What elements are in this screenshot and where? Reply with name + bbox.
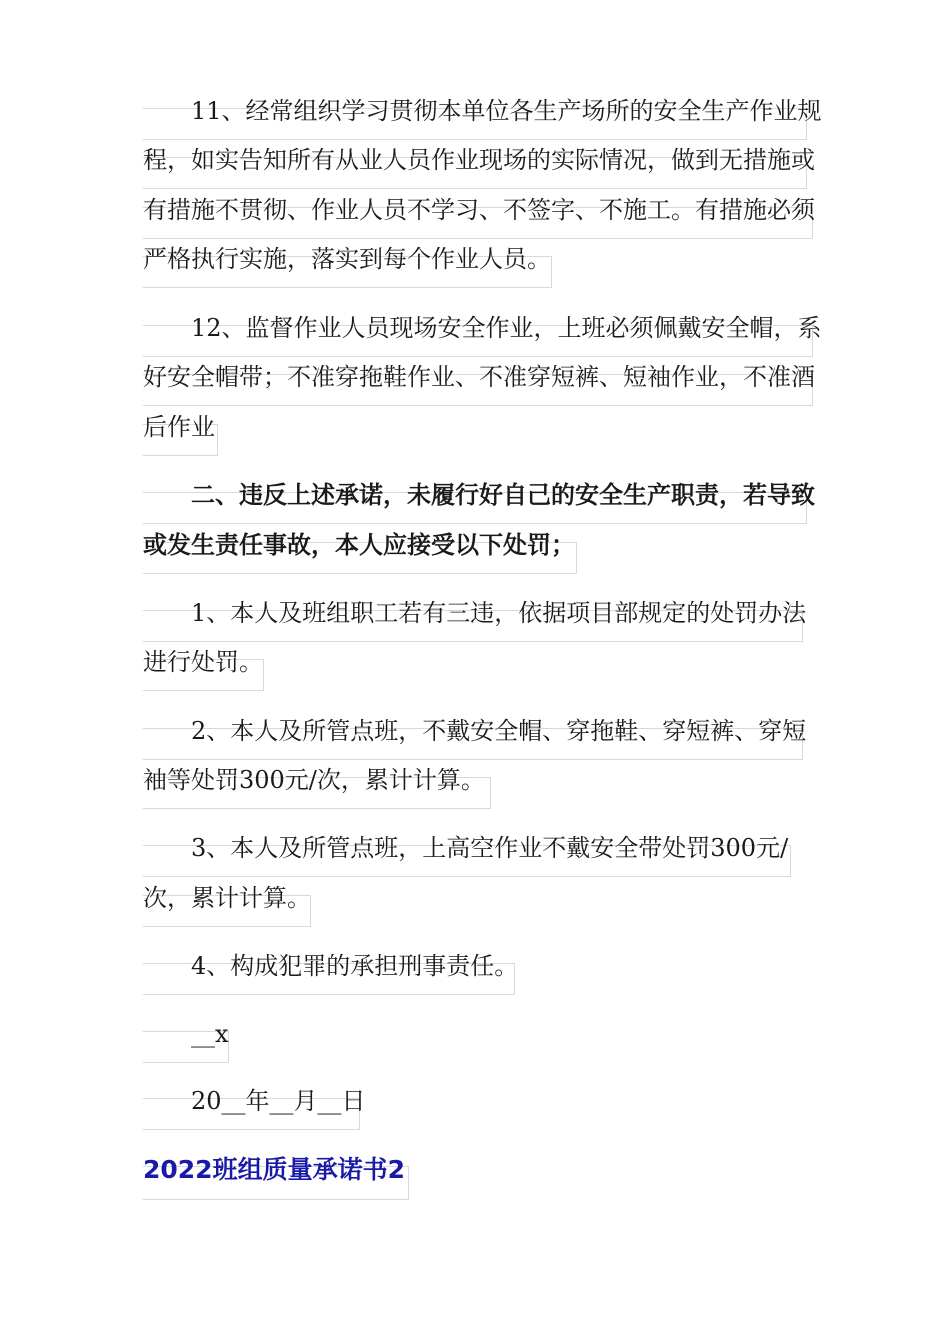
next-section-heading: 2022班组质量承诺书2 xyxy=(143,1166,409,1200)
penalty-item-3-line-2: 次，累计计算。 xyxy=(143,895,311,927)
paragraph-12-line-3: 后作业 xyxy=(143,424,218,456)
paragraph-12-line-2: 好安全帽带；不准穿拖鞋作业、不准穿短裤、短袖作业，不准酒 xyxy=(143,374,813,406)
paragraph-11-line-2: 程，如实告知所有从业人员作业现场的实际情况，做到无措施或 xyxy=(143,157,807,189)
date-line: 20__年__月__日 xyxy=(143,1098,360,1130)
penalty-item-1-line-1: 1、本人及班组职工若有三违，依据项目部规定的处罚办法 xyxy=(143,610,803,642)
paragraph-11-line-4: 严格执行实施，落实到每个作业人员。 xyxy=(143,256,552,288)
penalty-item-4-line-1: 4、构成犯罪的承担刑事责任。 xyxy=(143,963,515,995)
penalty-item-3-line-1: 3、本人及所管点班，上高空作业不戴安全带处罚300元/ xyxy=(143,845,791,877)
signature-line: __x xyxy=(143,1031,229,1063)
paragraph-12-line-1: 12、监督作业人员现场安全作业，上班必须佩戴安全帽，系 xyxy=(143,325,813,357)
paragraph-11-line-1: 11、经常组织学习贯彻本单位各生产场所的安全生产作业规 xyxy=(143,108,807,140)
penalty-item-1-line-2: 进行处罚。 xyxy=(143,659,264,691)
paragraph-11-line-3: 有措施不贯彻、作业人员不学习、不签字、不施工。有措施必须 xyxy=(143,207,813,239)
section-2-line-1: 二、违反上述承诺，未履行好自己的安全生产职责，若导致 xyxy=(143,492,807,524)
section-2-line-2: 或发生责任事故，本人应接受以下处罚； xyxy=(143,542,577,574)
penalty-item-2-line-2: 袖等处罚300元/次，累计计算。 xyxy=(143,777,491,809)
penalty-item-2-line-1: 2、本人及所管点班，不戴安全帽、穿拖鞋、穿短裤、穿短 xyxy=(143,728,803,760)
